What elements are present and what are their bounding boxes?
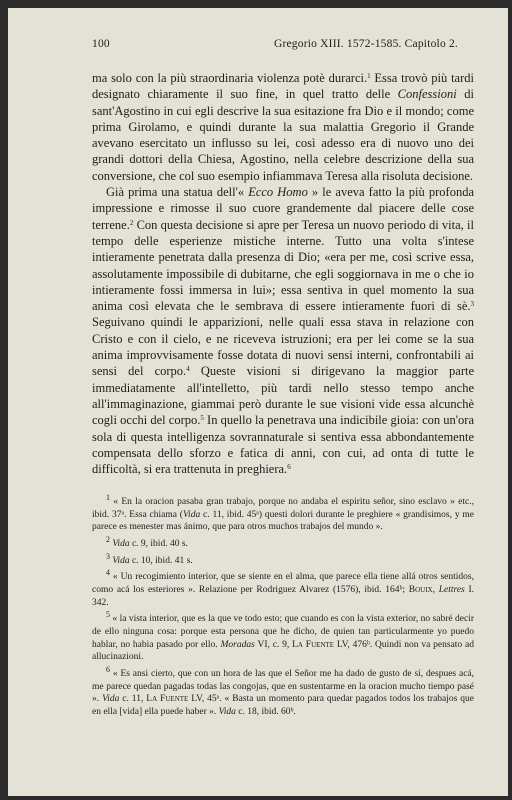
footnote: $^1$ « En la oracion pasaba gran trabajo, porque no andaba el espiritu señor, sino esclavo » etc., ibid. 37ᵃ. Essa chiama (Vida c. 11, ibid. 45ᵃ) questi dolori durante le preghiere « grandisimos, y me parece es menester mas ánimo, que para otros muchos trabajos del mundo ».	[92, 493, 475, 533]
page-header	[92, 38, 478, 50]
footnote: $^2$ Vida c. 9, ibid. 40 s.	[106, 534, 188, 550]
footnote: $^6$ « Es ansi cierto, que con un hora de las que el Señor me ha dado de gusto de sí, despues acá, me parece quedan pagadas todas las congojas, que en sustentarme en la oracion mucho tiempo pasé ». Vida c. 11, La Fuente LV, 45ᵃ. « Basta un momento para quedar pagados todos los trabajos que en ella [vida] ella puede haber ». Vida c. 18, ibid. 60ᵇ.	[92, 664, 475, 717]
footnote-ref: 3	[470, 300, 474, 309]
footnote: $^4$ « Un recogimiento interior, que se siente en el alma, que parece ella tiene allá otros sentidos, como acá los esteriores ». Relazione per Rodriguez Alvarez (1576), ibid. 164ᵇ; Bouix, Lettres I. 342.	[92, 568, 475, 608]
footnote: $^5$ « la vista interior, que es la que ve todo esto; que cuando es con la vista exterior, no sabré decir de ello ninguna cosa: porque esta persona que he dicho, de quien tan particularmente yo puedo hablar, no habia pasado por ello. Moradas VI, c. 9, La Fuente LV, 476ᵇ. Quindi non va pensato ad allucinazioni.	[92, 610, 475, 663]
paragraph: ma solo con la più straordinaria violenza potè durarci.$^1$ Essa trovò più tardi designato chiaramente il suo fine, in quel tratto delle Confessioni di sant'Agostino in cui egli descrive la sua esitazione fra Dio e il mondo; come prima Girolamo, e quindi durante la sua malattia Gregorio il Grande avevano esercitato un influsso su lei, così adesso era di nuovo uno dei grandi dottori della Chiesa, Agostino, nella celebre descrizione della sua conversione, che col suo esempio infiammava Teresa alla risoluta decisione.	[92, 71, 474, 183]
footnote-ref: 6	[287, 463, 291, 472]
footnote-ref: 5	[200, 414, 204, 423]
main-text	[92, 70, 474, 477]
footnote-ref: 2	[129, 218, 134, 227]
footnotes	[92, 492, 474, 718]
book-title: Confessioni	[397, 87, 457, 102]
paragraph: Già prima una statua dell'« Ecco Homo » le aveva fatto la più profonda impressione e rimosse il suo cuore grandemente dal piacere delle cose terrene.$^2$ Con questa decisione si apre per Teresa un nuovo periodo di vita, il tempo delle esperienze mistiche interne. Tutto una volta s'intese intieramente penetrata dalla presenza di Dio; «era per me, così scrive essa, assolutamente impossibile di dubitarne, che egli soggiornava in me o che io intieramente fossi immersa in lui»; essa sentiva in quel momento la sua anima così elevata che le sembrava di essere intieramente fuori di sè.$^3$ Seguivano quindi le apparizioni, nelle quali essa stava in relazione con Cristo e con il cielo, e ne riceveva istruzioni; era per lei come se la sua anima improvvisamente fosse dotata di nuovi sensi interni, confrontabili ai sensi del corpo.$^4$ Queste visioni si dirigevano la maggior parte immediatamente all'intelletto, più tardi nello stesso tempo anche all'immaginazione, giammai però durante le sue visioni vide essa alcunchè cogli occhi del corpo.$^5$ In quello la penetrava una indicibile gioia: con un'ora sola di questa intelligenza sovrannaturale si sentiva essa abbondantemente compensata dello sforzo e fatica di anni, con cui, ad onta di tutte le difficoltà, si era trattenuta in preghiera.$^6$	[92, 185, 475, 477]
running-title: Gregorio XIII. 1572-1585. Capitolo 2.	[273, 38, 458, 50]
footnote: $^3$ Vida c. 10, ibid. 41 s.	[106, 551, 193, 566]
footnote-ref: 4	[186, 365, 190, 374]
book-page	[8, 8, 508, 796]
footnote-ref: 1	[367, 72, 371, 80]
artwork-title: Ecco Homo	[248, 185, 308, 200]
page-number: 100	[92, 38, 110, 50]
